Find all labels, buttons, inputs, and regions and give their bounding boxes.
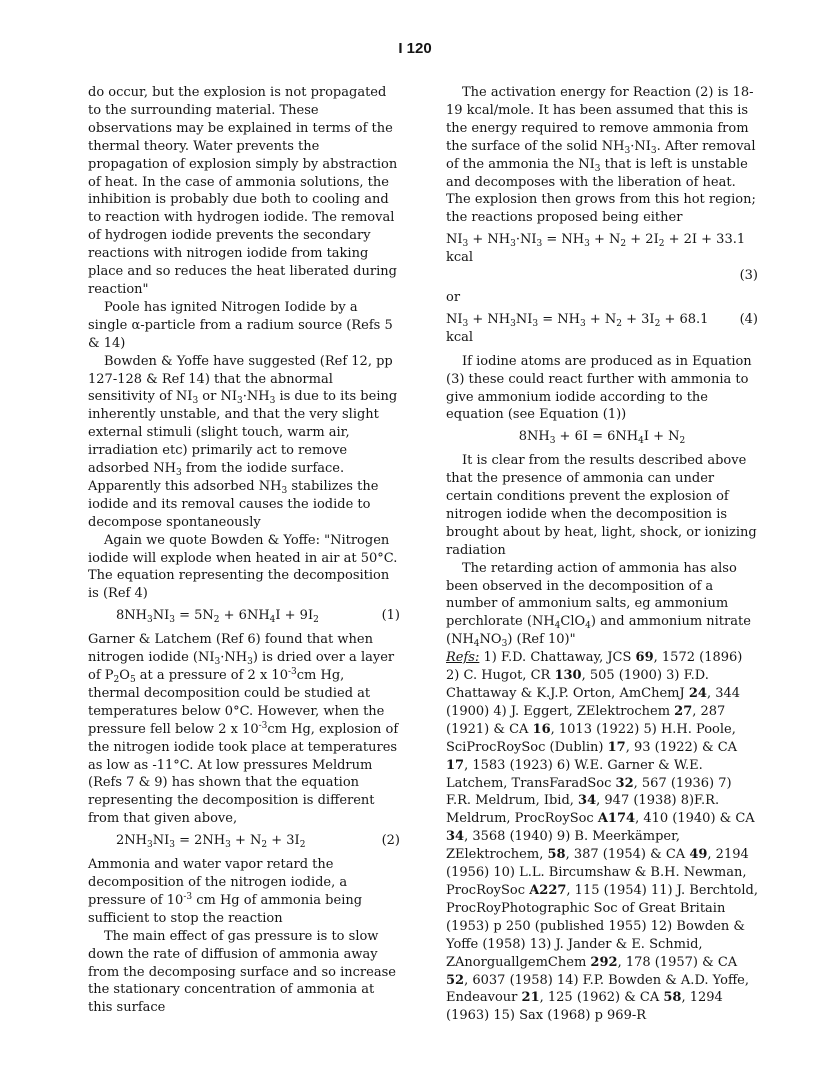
paragraph: Poole has ignited Nitrogen Iodide by a single α-particle from a radium source (Refs 5 & 14) [88,299,393,351]
equation-1: $8NH_3NI_3 = 5N_2 + 6NH_4I + 9I_2$ (1) [116,608,400,626]
equation-4: $NI_3 + NH_3NI_3 = NH_3 + N_2 + 3I_2 + 68.1$ kcal (4) [446,311,758,345]
paragraph: If iodine atoms are produced as in Equation (3) these could react further with ammonia to give ammonium iodide according to the equation (see Equation (1)) [446,353,752,423]
left-column [88,84,400,1017]
paragraph: Garner & Latchem (Ref 6) found that when nitrogen iodide $(NI_3\cdot NH_3)$ is dried over a layer of $P_2O_5$ at a pressure of 2 x $10^{-3}cm$ Hg, thermal decomposition could be studied at temperatures below 0°C. However, when the pressure fell below 2 x $10^{-3}cm$ Hg, explosion of the nitrogen iodide took place at temperatures as low as -11°C. At low pressures Meldrum (Refs 7 & 9) has shown that the equation representing the decomposition is different from that given above, [88,632,399,827]
equation-3: $NI_3 + NH_3\cdot NI_3 = NH_3 + N_2 + 2I_2 + 2I + 33.1$ kcal [446,232,746,266]
paragraph: Bowden & Yoffe have suggested (Ref 12, pp 127-128 & Ref 14) that the abnormal sensitivity of $NI_3$ or $NI_3\cdot NH_3$ is due to its being inherently unstable, and that the very slight external stimuli (slight touch, warm air, irradiation etc) primarily act to remove adsorbed $NH_3$ from the iodide surface. Apparently this adsorbed $NH_3$ stabilizes the iodide and its removal causes the iodide to decompose spontaneously [88,353,398,530]
paragraph: The main effect of gas pressure is to slow down the rate of diffusion of ammonia away from the decomposing surface and so increase the stationary concentration of ammonia at this surface [88,928,396,1016]
paragraph: Again we quote Bowden & Yoffe: "Nitrogen iodide will explode when heated in air at 50°C. The equation representing the decomposition is (Ref 4) [88,532,398,602]
right-column [446,84,758,1025]
paragraph: do occur, but the explosion is not propagated to the surrounding material. These observations may be explained in terms of the thermal theory. Water prevents the propagation of explosion simply by abstraction of heat. In the case of ammonia solutions, the inhibition is probably due both to cooling and to reaction with hydrogen iodide. The removal of hydrogen iodide prevents the secondary reactions with nitrogen iodide from taking place and so reduces the heat liberated during reaction" [88,85,398,297]
references: Refs: 1) F.D. Chattaway, JCS 69, 1572 (1896) 2) C. Hugot, CR 130, 505 (1900) 3) F.D. Chattaway & K.J.P. Orton, AmChemJ 24, 344 (1900) 4) J. Eggert, ZElektrochem 27, 287 (1921) & CA 16, 1013 (1922) 5) H.H. Poole, SciProcRoySoc (Dublin) 17, 93 (1922) & CA 17, 1583 (1923) 6) W.E. Garner & W.E. Latchem, TransFaradSoc 32, 567 (1936) 7) F.R. Meldrum, Ibid, 34, 947 (1938) 8)F.R. Meldrum, ProcRoySoc A174, 410 (1940) & CA 34, 3568 (1940) 9) B. Meerkämper, ZElektrochem, 58, 387 (1954) & CA 49, 2194 (1956) 10) L.L. Bircumshaw & B.H. Newman, ProcRoySoc A227, 115 (1954) 11) J. Berchtold, ProcRoyPhotographic Soc of Great Britain (1953) p 250 (published 1955) 12) Bowden & Yoffe (1958) 13) J. Jander & E. Schmid, ZAnorguallgemChem 292, 178 (1957) & CA 52, 6037 (1958) 14) F.P. Bowden & A.D. Yoffe, Endeavour 21, 125 (1962) & CA 58, 1294 (1963) 15) Sax (1968) p 969-R [446,650,758,1024]
page-number: I 120 [398,40,432,57]
equation-2: $2NH_3NI_3 = 2NH_3 + N_2 + 3I_2$ (2) [116,833,400,851]
equation-number: (2) [381,833,400,849]
conjunction: or [446,289,461,305]
equation-number: (3) [739,268,758,284]
equation-5: $8NH_3 + 6I = 6NH_4I + N_2$ [518,429,686,447]
paragraph: It is clear from the results described above that the presence of ammonia can under certain conditions prevent the explosion of nitrogen iodide when the decomposition is brought about by heat, light, shock, or ionizing radiation [446,453,757,558]
paragraph: The retarding action of ammonia has also been observed in the decomposition of a number of ammonium salts, eg ammonium perchlorate $(NH_4ClO_4)$ and ammonium nitrate $(NH_4NO_3)$ (Ref 10)" [446,560,751,650]
equation-number: (4) [739,311,758,327]
references-label: Refs: [446,650,480,666]
paragraph: Ammonia and water vapor retard the decomposition of the nitrogen iodide, a pressure of $10^{-3}$ cm Hg of ammonia being sufficient to stop the reaction [88,857,363,926]
equation-number: (1) [381,608,400,624]
paragraph: The activation energy for Reaction (2) is 18-19 kcal/mole. It has been assumed that this is the energy required to remove ammonia from the surface of the solid $NH_3\cdot NI_3$. After removal of the ammonia the $NI_3$ that is left is unstable and decomposes with the liberation of heat. The explosion then grows from this hot region; the reactions proposed being either [446,85,756,226]
